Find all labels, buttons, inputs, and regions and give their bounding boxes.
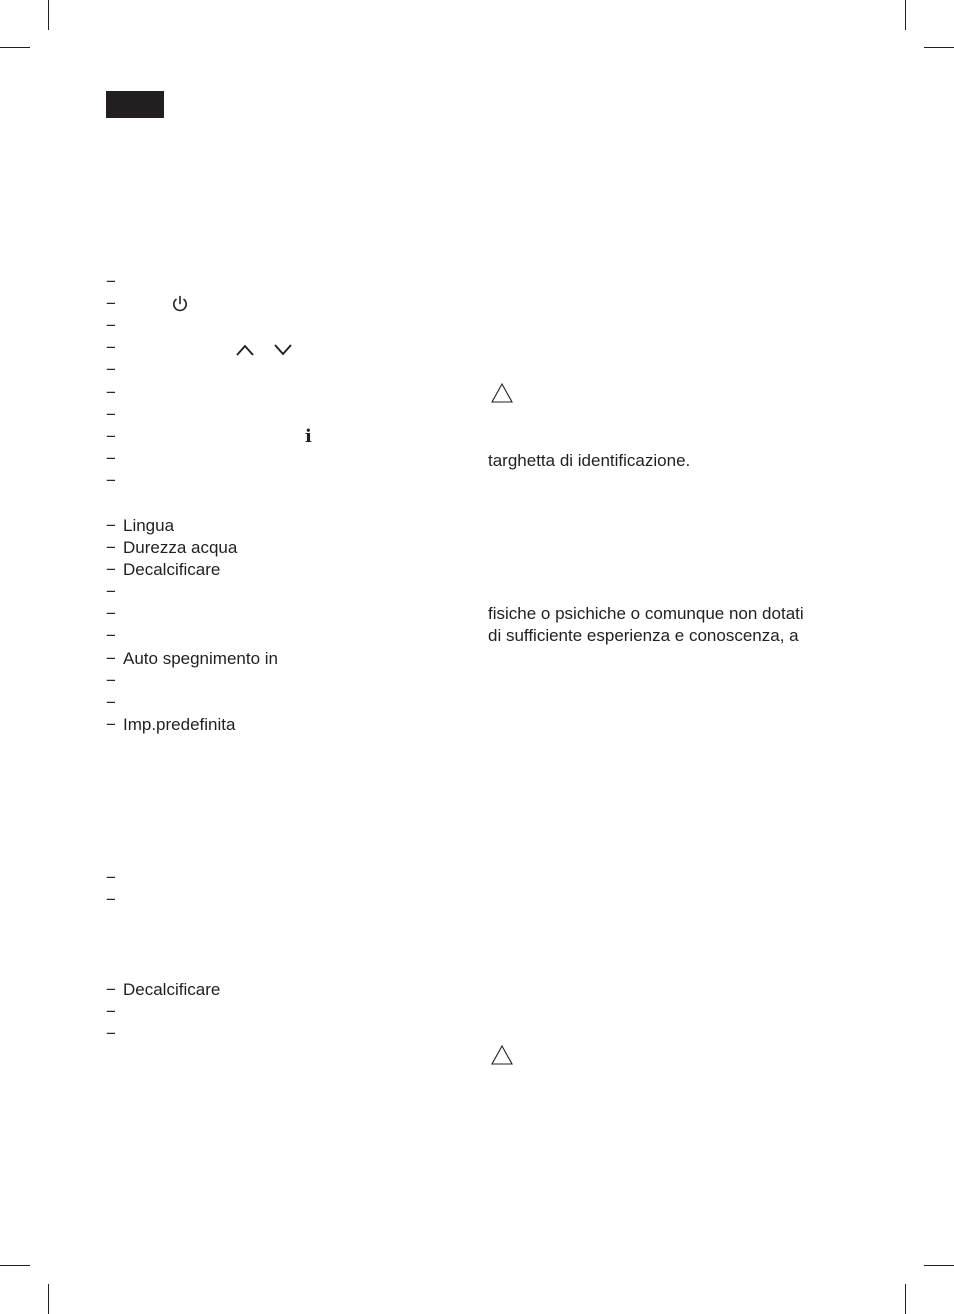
info-icon: i [305, 426, 312, 447]
list-item-label: Lingua [123, 516, 175, 535]
list-item [106, 515, 174, 537]
list-item-label: Imp.predefinita [123, 715, 236, 734]
list-item [106, 293, 123, 315]
list-item [106, 271, 123, 293]
crop-mark-bottom-right-horizontal [924, 1265, 954, 1266]
list-dash: − [106, 671, 116, 690]
language-tab [106, 91, 164, 118]
list-dash: − [106, 715, 116, 734]
list-dash: − [106, 560, 116, 579]
list-item [106, 559, 220, 581]
crop-mark-bottom-left-horizontal [0, 1265, 30, 1266]
list-item [106, 625, 123, 647]
list-item [106, 979, 220, 1001]
list-dash: − [106, 294, 116, 313]
list-item [106, 603, 123, 625]
list-dash: − [106, 868, 116, 887]
rating-plate-text: targhetta di identificazione. [488, 451, 691, 470]
list-dash: − [106, 626, 116, 645]
list-item [106, 1023, 123, 1045]
arrow-down-icon [273, 343, 293, 357]
warning-icon [490, 1044, 514, 1066]
safety-text-line: fisiche o psichiche o comunque non dotati [488, 604, 804, 623]
list-item [106, 315, 123, 337]
crop-mark-top-right-horizontal [924, 47, 954, 48]
list-item [106, 581, 123, 603]
list-dash: − [106, 890, 116, 909]
list-item [106, 889, 123, 911]
list-dash: − [106, 693, 116, 712]
list-dash: − [106, 1024, 116, 1043]
power-icon [171, 295, 189, 313]
list-item [106, 714, 235, 736]
list-dash: − [106, 383, 116, 402]
list-dash: − [106, 360, 116, 379]
list-item [106, 1001, 123, 1023]
crop-mark-top-left-horizontal [0, 47, 30, 48]
crop-mark-top-left-vertical [48, 0, 49, 30]
list-item [106, 670, 123, 692]
list-dash: − [106, 1002, 116, 1021]
list-item [106, 692, 123, 714]
list-item [106, 867, 123, 889]
list-item [106, 448, 123, 470]
list-item [106, 337, 123, 359]
crop-mark-bottom-right-vertical [905, 1284, 906, 1314]
list-dash: − [106, 471, 116, 490]
list-item-label: Auto spegnimento in [123, 649, 278, 668]
crop-mark-bottom-left-vertical [48, 1284, 49, 1314]
warning-icon [490, 382, 514, 404]
list-item-label: Decalcificare [123, 560, 221, 579]
list-item [106, 382, 123, 404]
crop-mark-top-right-vertical [905, 0, 906, 30]
list-item [106, 404, 123, 426]
arrow-up-icon [235, 343, 255, 357]
list-item [106, 359, 123, 381]
list-item [106, 426, 123, 448]
list-item [106, 537, 237, 559]
list-dash: − [106, 649, 116, 668]
list-dash: − [106, 405, 116, 424]
list-dash: − [106, 316, 116, 335]
list-dash: − [106, 582, 116, 601]
list-item-label: Durezza acqua [123, 538, 238, 557]
list-dash: − [106, 538, 116, 557]
list-dash: − [106, 338, 116, 357]
list-dash: − [106, 516, 116, 535]
list-item [106, 648, 278, 670]
list-item [106, 470, 123, 492]
list-item-label: Decalcificare [123, 980, 221, 999]
list-dash: − [106, 272, 116, 291]
list-dash: − [106, 980, 116, 999]
list-dash: − [106, 427, 116, 446]
list-dash: − [106, 449, 116, 468]
safety-text-line: di sufficiente esperienza e conoscenza, a [488, 626, 799, 645]
list-dash: − [106, 604, 116, 623]
